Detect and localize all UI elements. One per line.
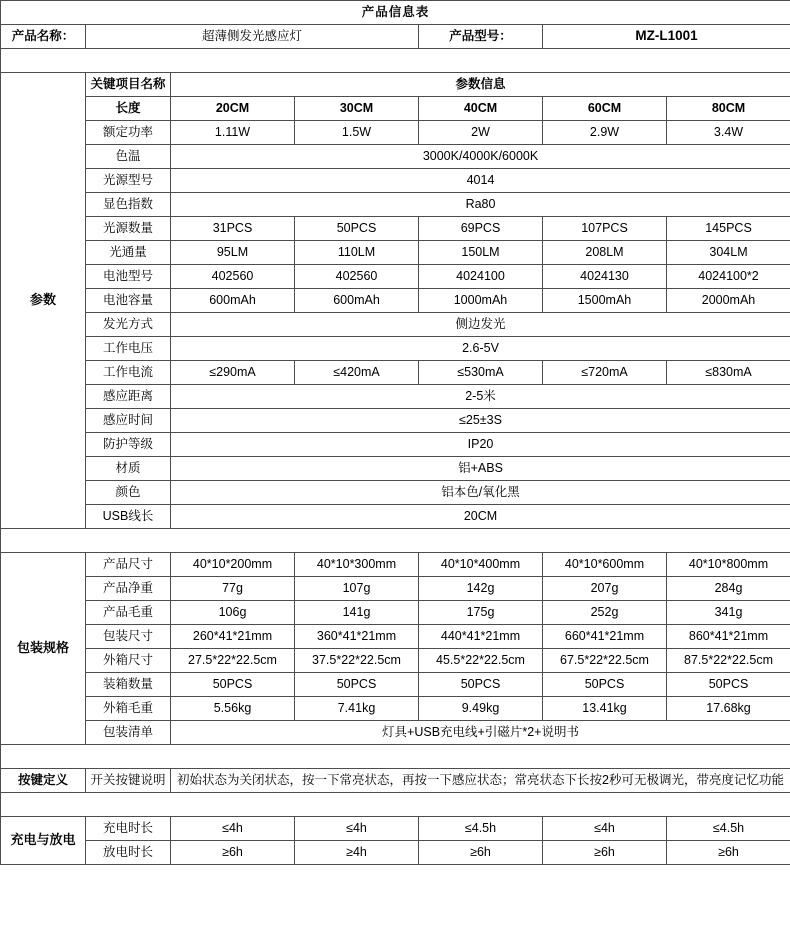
section-label-packaging bbox=[1, 553, 86, 745]
cell: 50PCS bbox=[171, 673, 295, 697]
table-row bbox=[1, 313, 790, 337]
row-label: 光通量 bbox=[86, 241, 171, 265]
table-row bbox=[1, 625, 790, 649]
row-label-switch: 开关按键说明 bbox=[86, 769, 171, 793]
cell: ≤4h bbox=[543, 817, 667, 841]
cell: 175g bbox=[419, 601, 543, 625]
cell: 27.5*22*22.5cm bbox=[171, 649, 295, 673]
cell: 7.41kg bbox=[295, 697, 419, 721]
table-row bbox=[1, 289, 790, 313]
length-col-4: 60CM bbox=[543, 97, 667, 121]
cell: 69PCS bbox=[419, 217, 543, 241]
table-row bbox=[1, 577, 790, 601]
cell: 341g bbox=[667, 601, 790, 625]
section-label-charging bbox=[1, 817, 86, 865]
cell: 252g bbox=[543, 601, 667, 625]
row-label-length: 长度 bbox=[86, 97, 171, 121]
cell: 600mAh bbox=[171, 289, 295, 313]
title-row bbox=[1, 1, 790, 25]
cell-merged: 2.6-5V bbox=[171, 337, 790, 361]
length-col-1: 20CM bbox=[171, 97, 295, 121]
cell: 1000mAh bbox=[419, 289, 543, 313]
cell: 600mAh bbox=[295, 289, 419, 313]
cell: 402560 bbox=[171, 265, 295, 289]
row-label: 防护等级 bbox=[86, 433, 171, 457]
table-row bbox=[1, 121, 790, 145]
cell: 141g bbox=[295, 601, 419, 625]
cell: 95LM bbox=[171, 241, 295, 265]
table-row bbox=[1, 169, 790, 193]
cell: ≤530mA bbox=[419, 361, 543, 385]
cell: 45.5*22*22.5cm bbox=[419, 649, 543, 673]
cell: 40*10*200mm bbox=[171, 553, 295, 577]
row-label: USB线长 bbox=[86, 505, 171, 529]
cell: 17.68kg bbox=[667, 697, 790, 721]
cell-merged: 铝+ABS bbox=[171, 457, 790, 481]
cell: 40*10*800mm bbox=[667, 553, 790, 577]
charging-row-1 bbox=[1, 817, 790, 841]
cell: 107PCS bbox=[543, 217, 667, 241]
cell: 1500mAh bbox=[543, 289, 667, 313]
row-label: 电池型号 bbox=[86, 265, 171, 289]
row-label: 额定功率 bbox=[86, 121, 171, 145]
cell: ≤290mA bbox=[171, 361, 295, 385]
table-row bbox=[1, 649, 790, 673]
cell: 260*41*21mm bbox=[171, 625, 295, 649]
row-label: 材质 bbox=[86, 457, 171, 481]
parameters-label-text: 参数 bbox=[29, 292, 56, 308]
length-col-2: 30CM bbox=[295, 97, 419, 121]
cell: 87.5*22*22.5cm bbox=[667, 649, 790, 673]
cell: 110LM bbox=[295, 241, 419, 265]
table-row bbox=[1, 265, 790, 289]
product-name-value: 超薄侧发光感应灯 bbox=[86, 25, 419, 49]
table-row bbox=[1, 241, 790, 265]
row-label: 外箱尺寸 bbox=[86, 649, 171, 673]
charging-label-text: 充电与放电 bbox=[10, 832, 76, 848]
cell: 4024100 bbox=[419, 265, 543, 289]
cell: ≤830mA bbox=[667, 361, 790, 385]
cell: 50PCS bbox=[667, 673, 790, 697]
cell: 660*41*21mm bbox=[543, 625, 667, 649]
section-label-parameters bbox=[1, 73, 86, 529]
table-row bbox=[1, 481, 790, 505]
cell: 31PCS bbox=[171, 217, 295, 241]
row-label: 产品毛重 bbox=[86, 601, 171, 625]
table-row bbox=[1, 433, 790, 457]
cell-merged: IP20 bbox=[171, 433, 790, 457]
cell: ≥4h bbox=[295, 841, 419, 865]
product-header-row bbox=[1, 25, 790, 49]
cell-merged: 铝本色/氧化黑 bbox=[171, 481, 790, 505]
table-row bbox=[1, 409, 790, 433]
cell: 40*10*300mm bbox=[295, 553, 419, 577]
cell: 5.56kg bbox=[171, 697, 295, 721]
row-label: 颜色 bbox=[86, 481, 171, 505]
cell: ≤420mA bbox=[295, 361, 419, 385]
button-definition-description: 初始状态为关闭状态，按一下常亮状态，再按一下感应状态；常亮状态下长按2秒可无极调光，带亮度记忆功能 bbox=[171, 769, 790, 793]
charging-row-2 bbox=[1, 841, 790, 865]
cell: ≥6h bbox=[419, 841, 543, 865]
length-col-3: 40CM bbox=[419, 97, 543, 121]
cell: ≥6h bbox=[171, 841, 295, 865]
packaging-label-text: 包装规格 bbox=[16, 640, 69, 656]
cell: 440*41*21mm bbox=[419, 625, 543, 649]
section-label-button-definition: 按键定义 bbox=[1, 769, 86, 793]
cell: 40*10*600mm bbox=[543, 553, 667, 577]
table-row bbox=[1, 505, 790, 529]
parameters-header-row bbox=[1, 73, 790, 97]
row-label: 包装清单 bbox=[86, 721, 171, 745]
cell: 13.41kg bbox=[543, 697, 667, 721]
packaging-row-1 bbox=[1, 553, 790, 577]
cell: 2000mAh bbox=[667, 289, 790, 313]
cell: 77g bbox=[171, 577, 295, 601]
row-label: 光源型号 bbox=[86, 169, 171, 193]
row-label: 工作电流 bbox=[86, 361, 171, 385]
cell: 50PCS bbox=[295, 217, 419, 241]
cell: 40*10*400mm bbox=[419, 553, 543, 577]
spacer-row-2 bbox=[1, 529, 790, 553]
cell-merged: 3000K/4000K/6000K bbox=[171, 145, 790, 169]
parameters-length-row bbox=[1, 97, 790, 121]
cell-merged: ≤25±3S bbox=[171, 409, 790, 433]
cell: 2.9W bbox=[543, 121, 667, 145]
spacer-row-3 bbox=[1, 745, 790, 769]
cell: 1.11W bbox=[171, 121, 295, 145]
cell: ≥6h bbox=[543, 841, 667, 865]
cell: 360*41*21mm bbox=[295, 625, 419, 649]
row-label: 色温 bbox=[86, 145, 171, 169]
table-row bbox=[1, 193, 790, 217]
product-model-value: MZ-L1001 bbox=[543, 25, 790, 49]
cell-merged: 20CM bbox=[171, 505, 790, 529]
table-row bbox=[1, 337, 790, 361]
table-row bbox=[1, 721, 790, 745]
spacer-band bbox=[1, 529, 790, 553]
cell: 50PCS bbox=[295, 673, 419, 697]
row-label: 充电时长 bbox=[86, 817, 171, 841]
cell: 4024130 bbox=[543, 265, 667, 289]
row-label: 电池容量 bbox=[86, 289, 171, 313]
row-label: 工作电压 bbox=[86, 337, 171, 361]
cell: ≤720mA bbox=[543, 361, 667, 385]
cell: 150LM bbox=[419, 241, 543, 265]
table-row bbox=[1, 601, 790, 625]
row-label: 光源数量 bbox=[86, 217, 171, 241]
cell-merged: 侧边发光 bbox=[171, 313, 790, 337]
cell: ≤4.5h bbox=[419, 817, 543, 841]
row-label: 放电时长 bbox=[86, 841, 171, 865]
cell: 67.5*22*22.5cm bbox=[543, 649, 667, 673]
cell: 142g bbox=[419, 577, 543, 601]
table-row bbox=[1, 217, 790, 241]
cell: 50PCS bbox=[543, 673, 667, 697]
cell: 37.5*22*22.5cm bbox=[295, 649, 419, 673]
cell: ≤4h bbox=[295, 817, 419, 841]
row-label: 发光方式 bbox=[86, 313, 171, 337]
cell: 208LM bbox=[543, 241, 667, 265]
table-row bbox=[1, 697, 790, 721]
spacer-row-1 bbox=[1, 49, 790, 73]
cell: 9.49kg bbox=[419, 697, 543, 721]
table-row bbox=[1, 385, 790, 409]
length-col-5: 80CM bbox=[667, 97, 790, 121]
product-model-label: 产品型号： bbox=[419, 25, 543, 49]
key-column-header: 关键项目名称 bbox=[86, 73, 171, 97]
cell: 1.5W bbox=[295, 121, 419, 145]
row-label: 产品净重 bbox=[86, 577, 171, 601]
cell: 304LM bbox=[667, 241, 790, 265]
spacer-row-4 bbox=[1, 793, 790, 817]
cell: 106g bbox=[171, 601, 295, 625]
cell: ≤4h bbox=[171, 817, 295, 841]
row-label: 装箱数量 bbox=[86, 673, 171, 697]
product-name-label: 产品名称： bbox=[1, 25, 86, 49]
page-title: 产品信息表 bbox=[1, 1, 790, 25]
row-label: 外箱毛重 bbox=[86, 697, 171, 721]
cell-merged: Ra80 bbox=[171, 193, 790, 217]
button-definition-row bbox=[1, 769, 790, 793]
cell-merged: 灯具+USB充电线+引磁片*2+说明书 bbox=[171, 721, 790, 745]
cell: 50PCS bbox=[419, 673, 543, 697]
cell: 3.4W bbox=[667, 121, 790, 145]
cell-merged: 2-5米 bbox=[171, 385, 790, 409]
cell: 207g bbox=[543, 577, 667, 601]
table-row bbox=[1, 457, 790, 481]
cell: 107g bbox=[295, 577, 419, 601]
cell: 860*41*21mm bbox=[667, 625, 790, 649]
cell: 2W bbox=[419, 121, 543, 145]
table-row bbox=[1, 673, 790, 697]
value-column-header: 参数信息 bbox=[171, 73, 790, 97]
cell: ≤4.5h bbox=[667, 817, 790, 841]
row-label: 显色指数 bbox=[86, 193, 171, 217]
row-label: 感应时间 bbox=[86, 409, 171, 433]
spacer-band bbox=[1, 793, 790, 817]
cell: ≥6h bbox=[667, 841, 790, 865]
row-label: 感应距离 bbox=[86, 385, 171, 409]
table-row bbox=[1, 361, 790, 385]
table-row bbox=[1, 145, 790, 169]
row-label: 包装尺寸 bbox=[86, 625, 171, 649]
cell: 284g bbox=[667, 577, 790, 601]
spacer-band bbox=[1, 745, 790, 769]
spacer-band bbox=[1, 49, 790, 73]
cell: 145PCS bbox=[667, 217, 790, 241]
cell-merged: 4014 bbox=[171, 169, 790, 193]
row-label: 产品尺寸 bbox=[86, 553, 171, 577]
cell: 402560 bbox=[295, 265, 419, 289]
cell: 4024100*2 bbox=[667, 265, 790, 289]
